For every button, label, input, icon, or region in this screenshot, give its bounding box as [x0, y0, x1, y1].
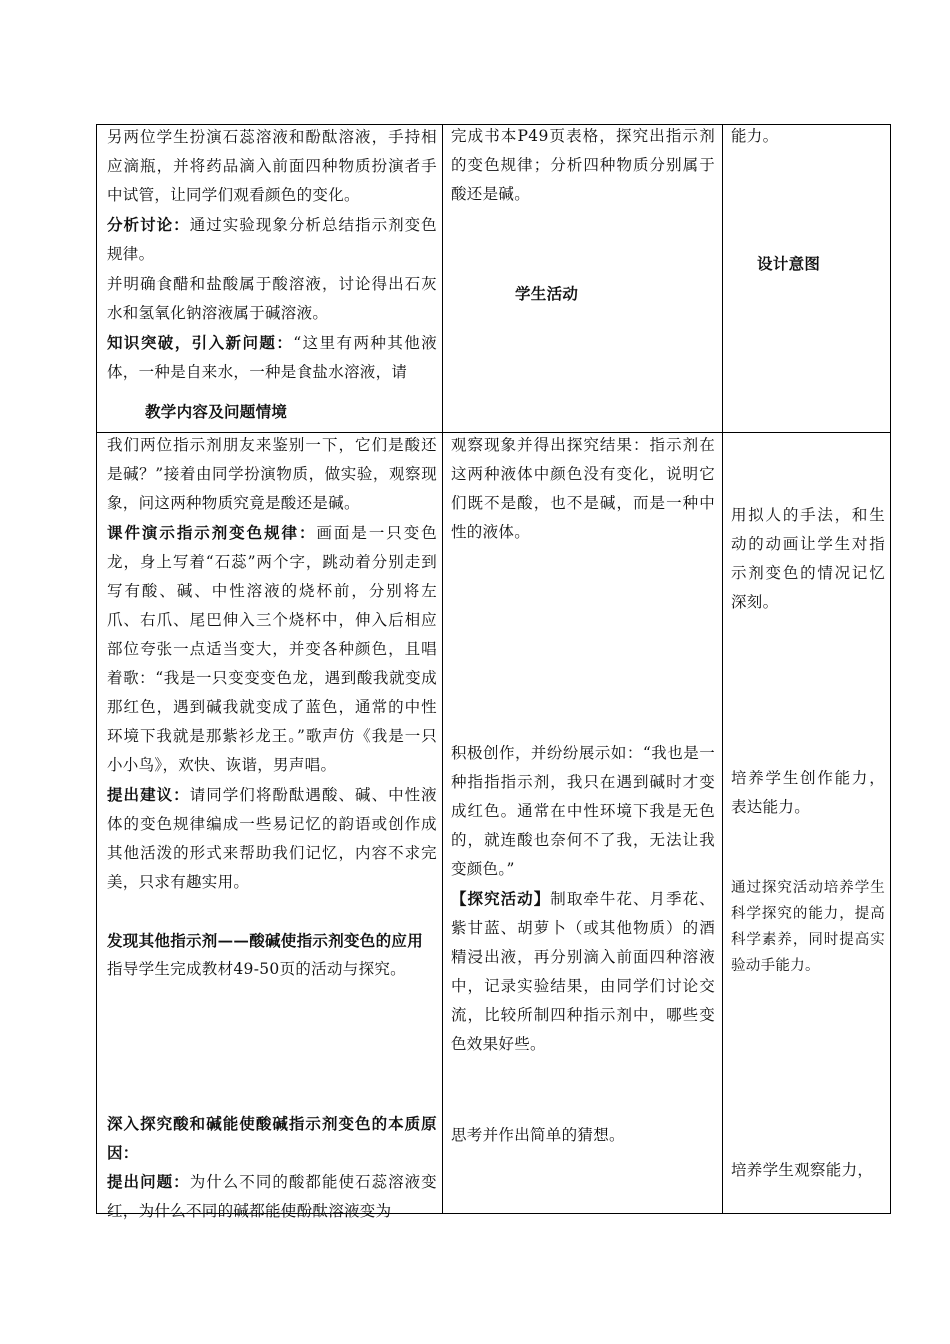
column-divider [722, 125, 723, 1213]
row2-left-paragraph: 提出建议：请同学们将酚酞遇酸、碱、中性液体的变色规律编成一些易记忆的韵语或创作成其他活泼的形式来帮助我们记忆，内容不求完美，只求有趣实用。 [107, 785, 437, 891]
row1-left-paragraph: 知识突破，引入新问题：“这里有两种其他液体，一种是自来水，一种是食盐水溶液，请 [107, 333, 438, 381]
row2-left-paragraph: 指导学生完成教材49-50页的活动与探究。 [107, 960, 406, 978]
column-divider [442, 125, 443, 1213]
row1-left-paragraph: 另两位学生扮演石蕊溶液和酚酞溶液，手持相应滴瓶，并将药品滴入前面四种物质扮演者手中试管，让同学们观看颜色的变化。 [107, 128, 437, 204]
row1-left-paragraph: 并明确食醋和盐酸属于酸溶液，讨论得出石灰水和氢氧化钠溶液属于碱溶液。 [107, 275, 437, 322]
row2-mid-content-2 [451, 739, 715, 1059]
row1-left-paragraph: 分析讨论：通过实验现象分析总结指示剂变色规律。 [107, 215, 437, 263]
row2-mid-paragraph: 积极创作，并纷纷展示如：“我也是一种指指指示剂，我只在遇到碱时才变成红色。通常在中性环境下我是无色的，就连酸也奈何不了我，无法让我变颜色。” [451, 744, 715, 878]
row2-left-section-heading: 深入探究酸和碱能使酸碱指示剂变色的本质原因： [107, 1114, 437, 1162]
row1-left-content [107, 122, 437, 387]
row2-right-content-2: 培养学生创作能力，表达能力。 [731, 769, 885, 816]
row2-mid-content-3: 思考并作出简单的猜想。 [451, 1126, 625, 1144]
row2-right-content-3: 通过探究活动培养学生科学探究的能力，提高科学素养，同时提高实验动手能力。 [731, 880, 885, 974]
column-heading-design-intent: 设计意图 [757, 254, 821, 273]
row2-mid-paragraph: 【探究活动】制取牵牛花、月季花、紫甘蓝、胡萝卜（或其他物质）的酒精浸出液，再分别滴入前面四种溶液中，记录实验结果，由同学们讨论交流，比较所制四种指示剂中，哪些变色效果好些。 [451, 889, 715, 1053]
row2-left-bottom-content [107, 1109, 437, 1226]
row1-mid-content: 完成书本P49页表格，探究出指示剂的变色规律；分析四种物质分别属于酸还是碱。 [451, 127, 715, 203]
row2-left-section-heading: 发现其他指示剂——酸碱使指示剂变色的应用 [107, 931, 424, 950]
row2-left-paragraph: 课件演示指示剂变色规律：画面是一只变色龙，身上写着“石蕊”两个字，跳动着分别走到写有酸、碱、中性溶液的烧杯前，分别将左爪、右爪、尾巴伸入三个烧杯中，伸入后相应部位夸张一点适当变大，并变各种颜色，且唱着歌：“我是一只变变变色龙，遇到酸我就变成那红色，遇到碱我就变成了蓝色，通常的中性环境下我就是那紫衫龙王。”歌声仿《我是一只小小鸟》，欢快、诙谐，男声唱。 [107, 523, 437, 774]
row2-mid-content-1: 观察现象并得出探究结果：指示剂在这两种液体中颜色没有变化，说明它们既不是酸，也不是碱，而是一种中性的液体。 [451, 436, 715, 541]
row2-right-content-4: 培养学生观察能力， [731, 1161, 874, 1179]
row2-right-content-1: 用拟人的手法，和生动的动画让学生对指示剂变色的情况记忆深刻。 [731, 506, 885, 611]
row2-left-content [107, 431, 437, 984]
row1-right-content: 能力。 [731, 127, 779, 145]
column-heading-teaching-content: 教学内容及问题情境 [145, 402, 288, 421]
row2-left-paragraph: 我们两位指示剂朋友来鉴别一下，它们是酸还是碱？”接着由同学扮演物质，做实验，观察现象，问这两种物质究竟是酸还是碱。 [107, 436, 437, 512]
row2-left-paragraph: 提出问题：为什么不同的酸都能使石蕊溶液变红，为什么不同的碱都能使酚酞溶液变为 [107, 1172, 437, 1220]
column-heading-student-activity: 学生活动 [515, 284, 579, 303]
blank-line [107, 897, 437, 926]
lesson-plan-table [96, 124, 891, 1220]
